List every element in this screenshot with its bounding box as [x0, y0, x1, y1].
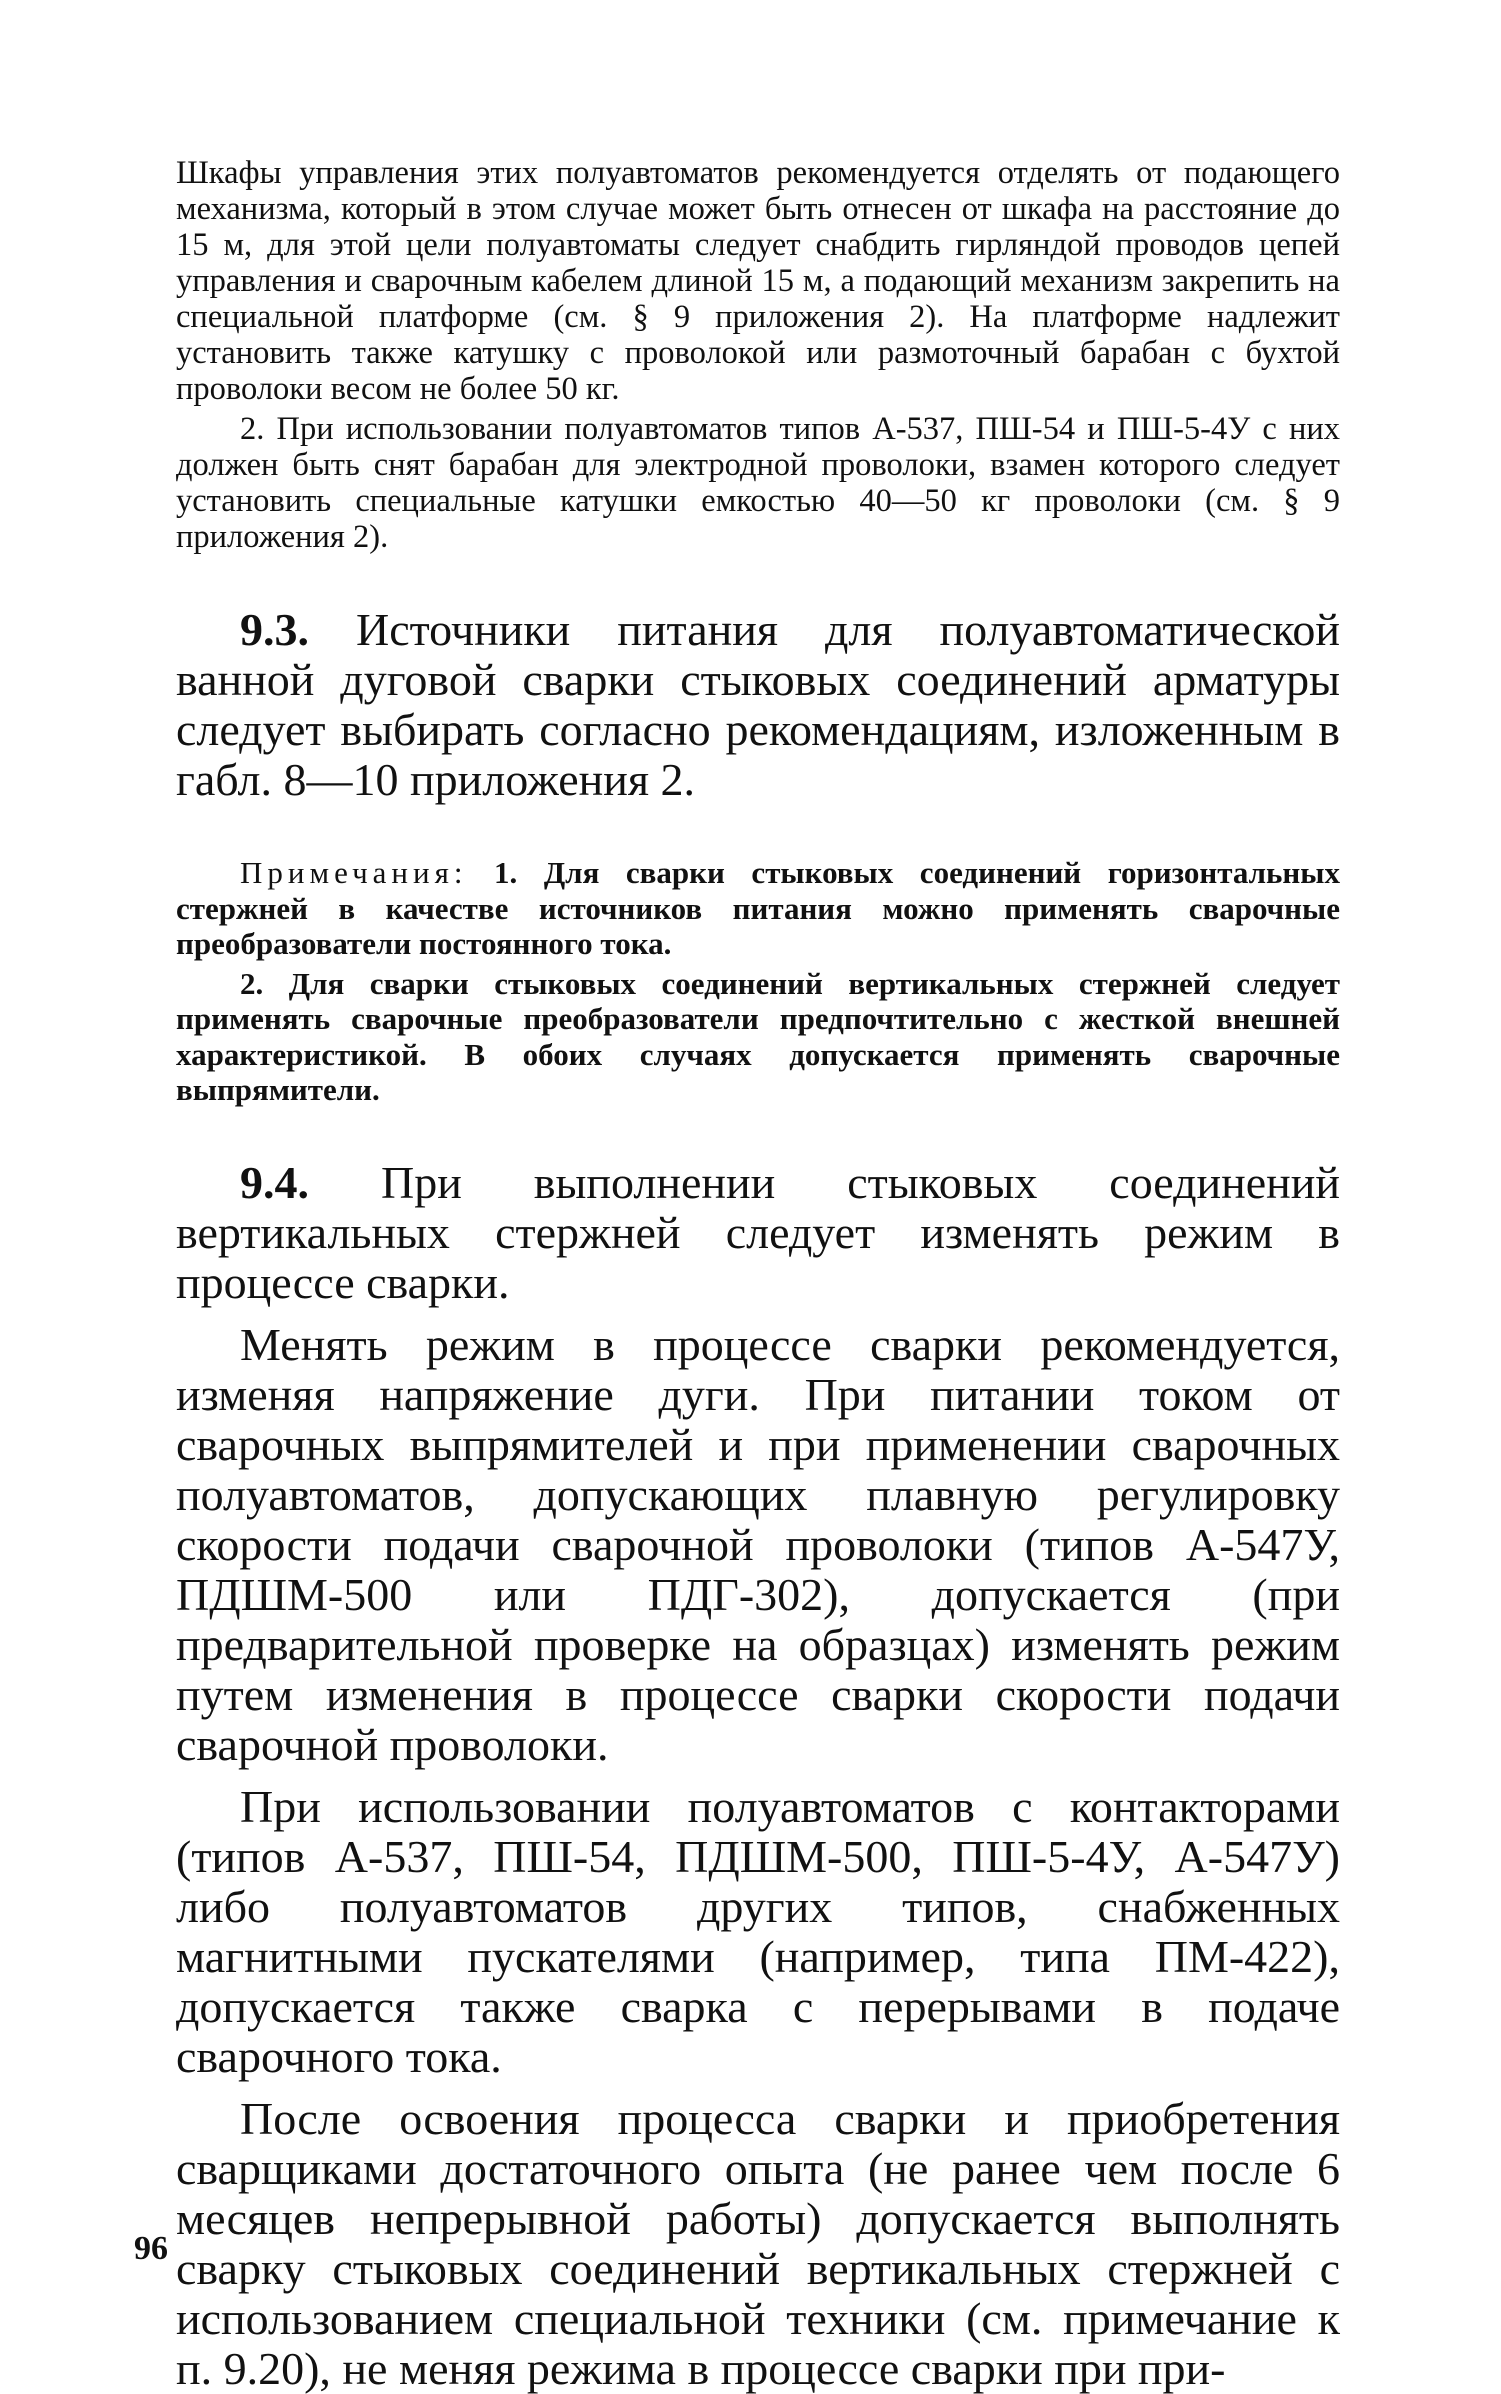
section-number: 9.4.	[240, 1156, 309, 1208]
notes-block	[176, 855, 1340, 1108]
page-number: 96	[134, 2230, 168, 2267]
note-2: 2. Для сварки стыковых соединений вертикальных стержней следует применять сварочные преобразователи предпочтительно с жесткой внешней характеристикой. В обоих случаях допускается применять сварочные выпрямители.	[176, 965, 1340, 1107]
paragraph-contactors: При использовании полуавтоматов с контакторами (типов А-537, ПШ-54, ПДШМ-500, ПШ-5-4У, А-547У) либо полуавтоматов других типов, снабженных магнитными пускателями (например, типа ПМ-422), допускается также сварка с перерывами в подаче сварочного тока.	[176, 1780, 1340, 2082]
page-body	[176, 155, 1340, 2394]
section-text: При выполнении стыковых соединений вертикальных стержней следует изменять режим в процессе сварки.	[176, 1156, 1340, 1308]
note-1	[176, 855, 1340, 962]
section-9-4	[176, 1158, 1340, 1308]
note-1-text: 1. Для сварки стыковых соединений горизонтальных стержней в качестве источников питания можно применять сварочные преобразователи постоянного тока.	[176, 855, 1340, 961]
section-text: Источники питания для полуавтоматической ванной дуговой сварки стыковых соединений арматуры следует выбирать согласно рекомендациям, изложенным в габл. 8—10 приложения 2.	[176, 604, 1340, 805]
note-label: Примечания:	[240, 855, 468, 890]
paragraph-cabinets: Шкафы управления этих полуавтоматов рекомендуется отделять от подающего механизма, который в этом случае может быть отнесен от шкафа на расстояние до 15 м, для этой цели полуавтоматы следует снабдить гирляндой проводов цепей управления и сварочным кабелем длиной 15 м, а подающий механизм закрепить на специальной платформе (см. § 9 приложения 2). На платформе надлежит установить также катушку с проволокой или размоточный барабан с бухтой проволоки весом не более 50 кг.	[176, 155, 1340, 407]
paragraph-mode-change: Менять режим в процессе сварки рекомендуется, изменяя напряжение дуги. При питании током от сварочных выпрямителей и при применении сварочных полуавтоматов, допускающих плавную регулировку скорости подачи сварочной проволоки (типов А-547У, ПДШМ-500 или ПДГ-302), допускается (при предварительной проверке на образцах) изменять режим путем изменения в процессе сварки скорости подачи сварочной проволоки.	[176, 1318, 1340, 1770]
paragraph-experience: После освоения процесса сварки и приобретения сварщиками достаточного опыта (не ранее чем после 6 месяцев непрерывной работы) допускается выполнять сварку стыковых соединений вертикальных стержней с использованием специальной техники (см. примечание к п. 9.20), не меняя режима в процессе сварки при при-	[176, 2092, 1340, 2394]
small-text-block	[176, 155, 1340, 555]
section-9-3	[176, 605, 1340, 805]
paragraph-note-2-drum: 2. При использовании полуавтоматов типов А-537, ПШ-54 и ПШ-5-4У с них должен быть снят барабан для электродной проволоки, взамен которого следует установить специальные катушки емкостью 40—50 кг проволоки (см. § 9 приложения 2).	[176, 411, 1340, 555]
section-number: 9.3.	[240, 604, 309, 655]
